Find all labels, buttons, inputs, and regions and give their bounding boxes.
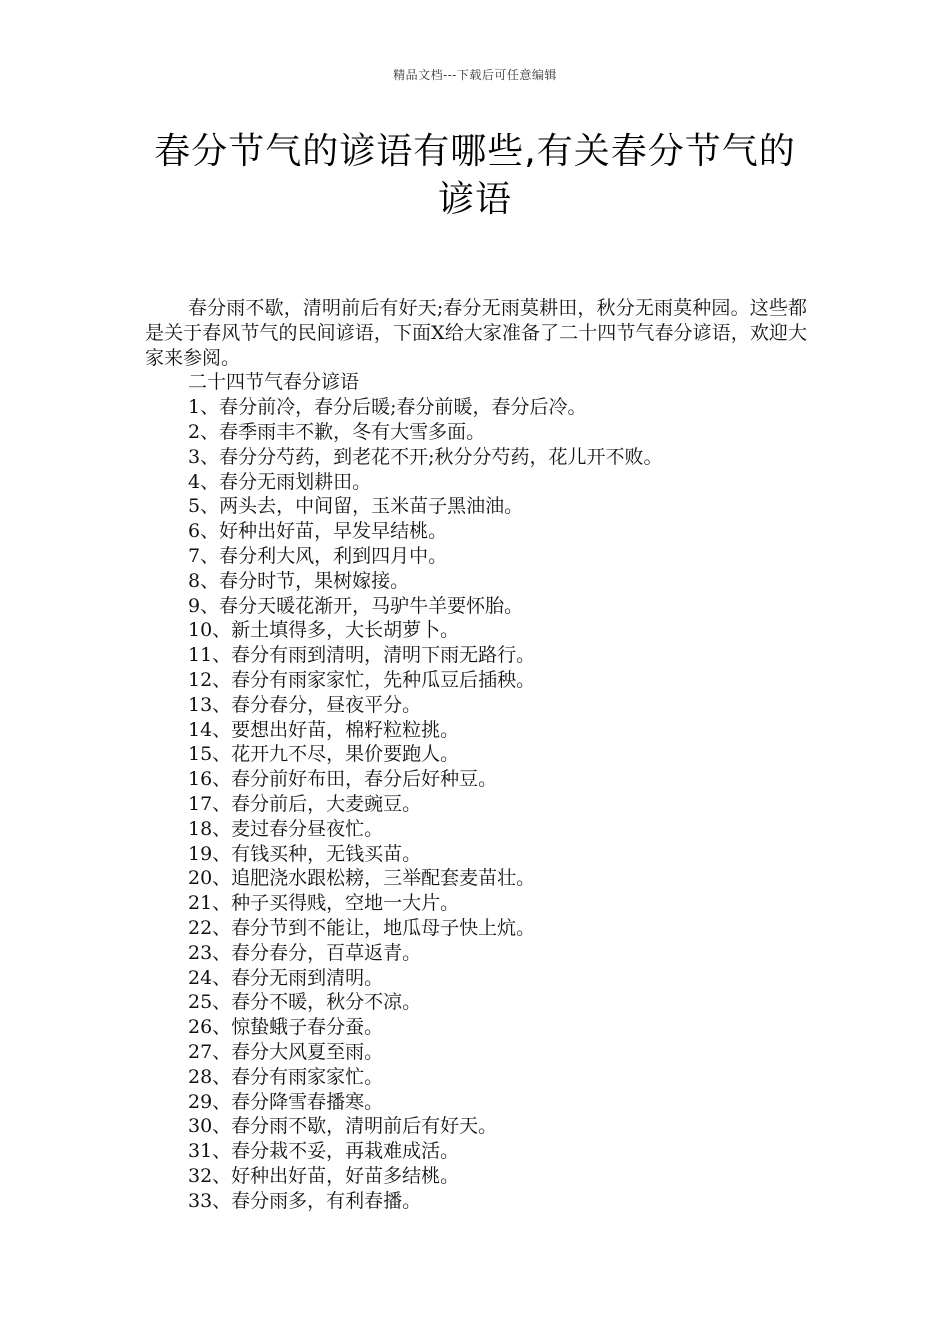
proverb-item: 21、种子买得贱，空地一大片。 [188,892,460,915]
proverb-item: 11、春分有雨到清明，清明下雨无路行。 [188,644,536,667]
proverb-item: 14、要想出好苗，棉籽粒粒挑。 [188,718,460,741]
proverb-item: 26、惊蛰蛾子春分蚕。 [188,1016,384,1039]
proverb-item: 8、春分时节，果树嫁接。 [188,569,410,592]
proverb-item: 19、有钱买种，无钱买苗。 [188,842,422,865]
proverb-item: 5、两头去，中间留，玉米苗子黑油油。 [188,495,524,518]
proverb-item: 27、春分大风夏至雨。 [188,1040,384,1063]
proverb-item: 6、好种出好苗，早发早结桃。 [188,520,448,543]
proverb-item: 31、春分栽不妥，再栽难成活。 [188,1140,460,1163]
proverb-item: 28、春分有雨家家忙。 [188,1065,384,1088]
proverb-item: 30、春分雨不歇，清明前后有好天。 [188,1115,498,1138]
proverb-item: 23、春分春分，百草返青。 [188,941,422,964]
proverb-item: 7、春分利大风，利到四月中。 [188,544,448,567]
proverb-item: 25、春分不暖，秋分不凉。 [188,991,422,1014]
header-note: 精品文档---下载后可任意编辑 [393,68,557,82]
proverb-item: 2、春季雨丰不歉，冬有大雪多面。 [188,420,486,443]
proverb-item: 10、新土填得多，大长胡萝卜。 [188,619,460,642]
proverb-item: 24、春分无雨到清明。 [188,966,384,989]
proverb-item: 1、春分前冷，春分后暖;春分前暖，春分后冷。 [188,396,587,419]
proverb-item: 29、春分降雪春播寒。 [188,1090,384,1113]
proverb-item: 33、春分雨多，有利春播。 [188,1189,422,1212]
section-heading: 二十四节气春分谚语 [188,371,360,394]
proverb-item: 4、春分无雨划耕田。 [188,470,372,493]
proverb-item: 18、麦过春分昼夜忙。 [188,817,384,840]
proverb-item: 32、好种出好苗，好苗多结桃。 [188,1164,460,1187]
proverb-item: 15、花开九不尽，果价要跑人。 [188,743,460,766]
intro-paragraph: 春分雨不歇，清明前后有好天;春分无雨莫耕田，秋分无雨莫种园。这些都是关于春风节气的民间谚语，下面X给大家准备了二十四节气春分谚语，欢迎大家来参阅。 [145,297,807,369]
proverb-item: 13、春分春分，昼夜平分。 [188,693,422,716]
proverb-item: 12、春分有雨家家忙，先种瓜豆后插秧。 [188,668,536,691]
proverb-item: 17、春分前后，大麦豌豆。 [188,792,422,815]
proverb-item: 22、春分节到不能让，地瓜母子快上炕。 [188,916,536,939]
proverb-item: 20、追肥浇水跟松耪，三举配套麦苗壮。 [188,867,536,890]
proverb-item: 9、春分天暖花渐开，马驴牛羊要怀胎。 [188,594,524,617]
proverb-list [145,395,807,1213]
document-body [145,296,807,1213]
proverb-item: 16、春分前好布田，春分后好种豆。 [188,768,498,791]
document-title: 春分节气的谚语有哪些,有关春分节气的谚语 [154,131,796,220]
proverb-item: 3、春分分芍药，到老花不开;秋分分芍药，花儿开不败。 [188,445,663,468]
